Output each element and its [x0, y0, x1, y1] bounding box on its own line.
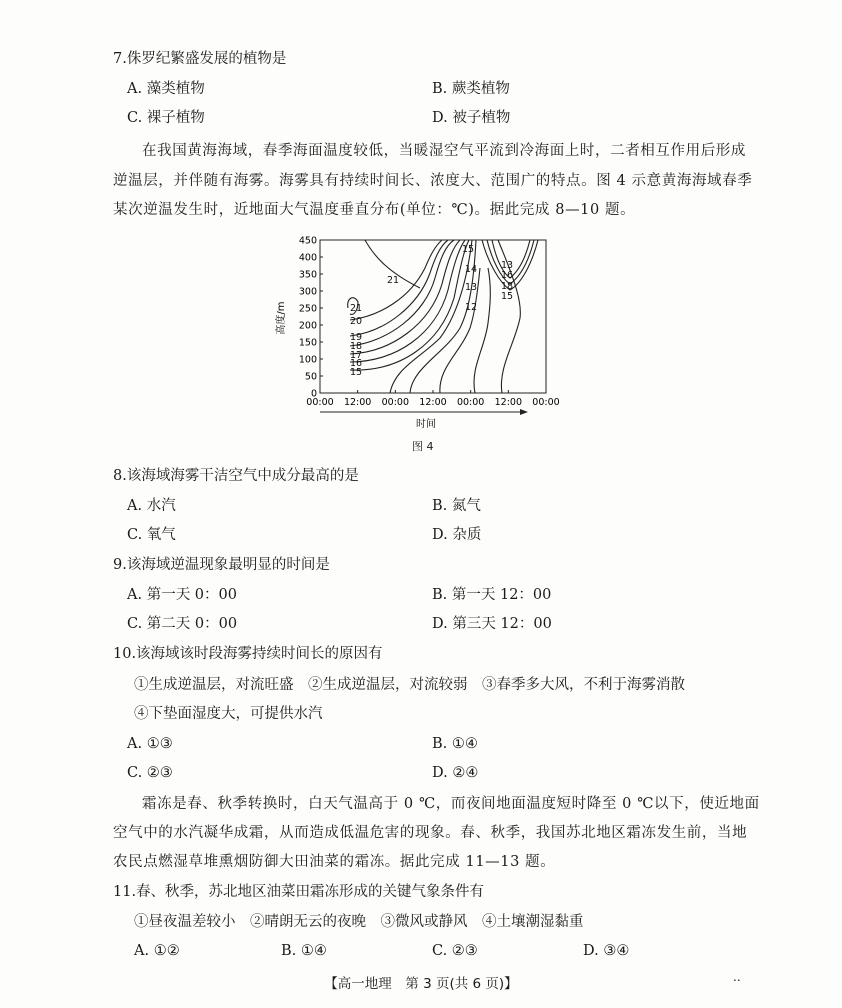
isotherm-labels [350, 244, 513, 378]
q10-items-1: ①生成逆温层，对流旺盛 ②生成逆温层，对流较弱 ③春季多大风，不利于海雾消散 [134, 677, 685, 693]
x-tick-label: 12:00 [343, 397, 372, 408]
time-arrow-head [520, 409, 528, 415]
isotherm-13 [410, 240, 476, 393]
label-r12: 12 [465, 302, 478, 313]
q8-option-a: A. 水汽 [127, 498, 176, 514]
label-20: 20 [350, 316, 363, 327]
q7-option-d: D. 被子植物 [432, 110, 511, 126]
q10-stem: 10.该海域该时段海雾持续时间长的原因有 [113, 646, 383, 662]
q11-items: ①昼夜温差较小 ②晴朗无云的夜晚 ③微风或静风 ④土壤潮湿黏重 [134, 914, 584, 930]
y-tick-label: 400 [298, 252, 317, 264]
material1-line2: 逆温层，并伴随有海雾。海雾具有持续时间长、浓度大、范围广的特点。图 4 示意黄海海域春季 [113, 173, 753, 189]
footer-dots: .. [733, 970, 741, 984]
y-tick-label: 50 [304, 371, 317, 383]
q7-option-c: C. 裸子植物 [127, 110, 205, 126]
label-f15: 15 [501, 291, 514, 302]
label-21a: 21 [387, 275, 400, 286]
label-17: 17 [350, 350, 363, 361]
y-tick-label: 450 [298, 235, 317, 247]
q9-stem: 9.该海域逆温现象最明显的时间是 [113, 557, 330, 573]
label-r14: 14 [465, 264, 478, 275]
x-tick-label: 00:00 [306, 397, 334, 408]
q8-option-d: D. 杂质 [432, 527, 482, 543]
material2-line2: 空气中的水汽凝华成霜，从而造成低温危害的现象。春、秋季，我国苏北地区霜冻发生前，当地 [113, 825, 748, 841]
label-21b: 21 [350, 303, 363, 314]
q9-option-d: D. 第三天 12：00 [432, 616, 552, 632]
q8-option-b: B. 氮气 [432, 498, 481, 514]
y-tick-label: 100 [298, 354, 317, 366]
y-tick-label: 250 [298, 303, 317, 315]
q11-option-c: C. ②③ [432, 943, 478, 959]
y-axis-label: 高度/m [276, 301, 287, 335]
q7-option-a: A. 藻类植物 [127, 81, 205, 97]
y-tick-label: 200 [298, 320, 317, 332]
q7-stem: 7.侏罗纪繁盛发展的植物是 [113, 51, 287, 67]
label-19: 19 [350, 332, 363, 343]
y-tick-label: 150 [298, 337, 317, 349]
q10-items-2: ④下垫面湿度大，可提供水汽 [134, 706, 323, 722]
q10-option-b: B. ①④ [432, 736, 478, 752]
q8-stem: 8.该海域海雾干洁空气中成分最高的是 [113, 468, 359, 484]
material2-line1: 霜冻是春、秋季转换时，白天气温高于 0 ℃，而夜间地面温度短时降至 0 ℃以下，使近地面 [142, 796, 760, 812]
material1-line1: 在我国黄海海域，春季海面温度较低，当暖湿空气平流到冷海面上时，二者相互作用后形成 [142, 143, 746, 159]
y-tick-label: 350 [298, 269, 317, 281]
q9-option-a: A. 第一天 0：00 [127, 587, 237, 603]
q11-stem: 11.春、秋季，苏北地区油菜田霜冻形成的关键气象条件有 [113, 884, 485, 900]
q11-option-d: D. ③④ [583, 943, 630, 959]
x-tick-label: 12:00 [494, 397, 523, 408]
q10-option-a: A. ①③ [127, 736, 173, 752]
q10-option-c: C. ②③ [127, 765, 173, 781]
q9-option-b: B. 第一天 12：00 [432, 587, 552, 603]
label-f16: 16 [501, 270, 514, 281]
label-r15: 15 [462, 244, 475, 255]
page-footer: 【高一地理 第 3 页(共 6 页)】 [324, 976, 518, 992]
material1-line3: 某次逆温发生时，近地面大气温度垂直分布(单位：℃)。据此完成 8—10 题。 [113, 202, 636, 218]
isotherm-chart [270, 228, 570, 438]
q9-option-c: C. 第二天 0：00 [127, 616, 238, 632]
q10-option-d: D. ②④ [432, 765, 479, 781]
x-tick-label: 00:00 [381, 397, 410, 408]
isotherm-17 [350, 240, 460, 354]
y-tick-label: 0 [310, 388, 317, 400]
isotherm-14 [390, 240, 475, 393]
label-r13: 13 [465, 282, 478, 293]
label-16: 16 [350, 358, 363, 369]
x-axis-label: 时间 [416, 419, 436, 430]
q11-option-a: A. ①② [134, 943, 180, 959]
y-tick-label: 300 [298, 286, 317, 298]
q7-option-b: B. 蕨类植物 [432, 81, 510, 97]
label-15: 15 [350, 367, 363, 378]
figure-4 [270, 228, 570, 438]
q8-option-c: C. 氧气 [127, 527, 176, 543]
x-tick-label: 00:00 [456, 397, 485, 408]
label-18: 18 [350, 341, 363, 352]
y-axis [299, 236, 323, 400]
material2-line3: 农民点燃湿草堆熏烟防御大田油菜的霜冻。据此完成 11—13 题。 [113, 854, 556, 870]
label-f18: 18 [501, 281, 514, 292]
label-f13: 13 [501, 260, 514, 271]
figure-caption: 图 4 [412, 440, 434, 453]
x-tick-label: 00:00 [532, 397, 560, 408]
q11-option-b: B. ①④ [281, 943, 327, 959]
x-tick-label: 12:00 [419, 397, 447, 408]
